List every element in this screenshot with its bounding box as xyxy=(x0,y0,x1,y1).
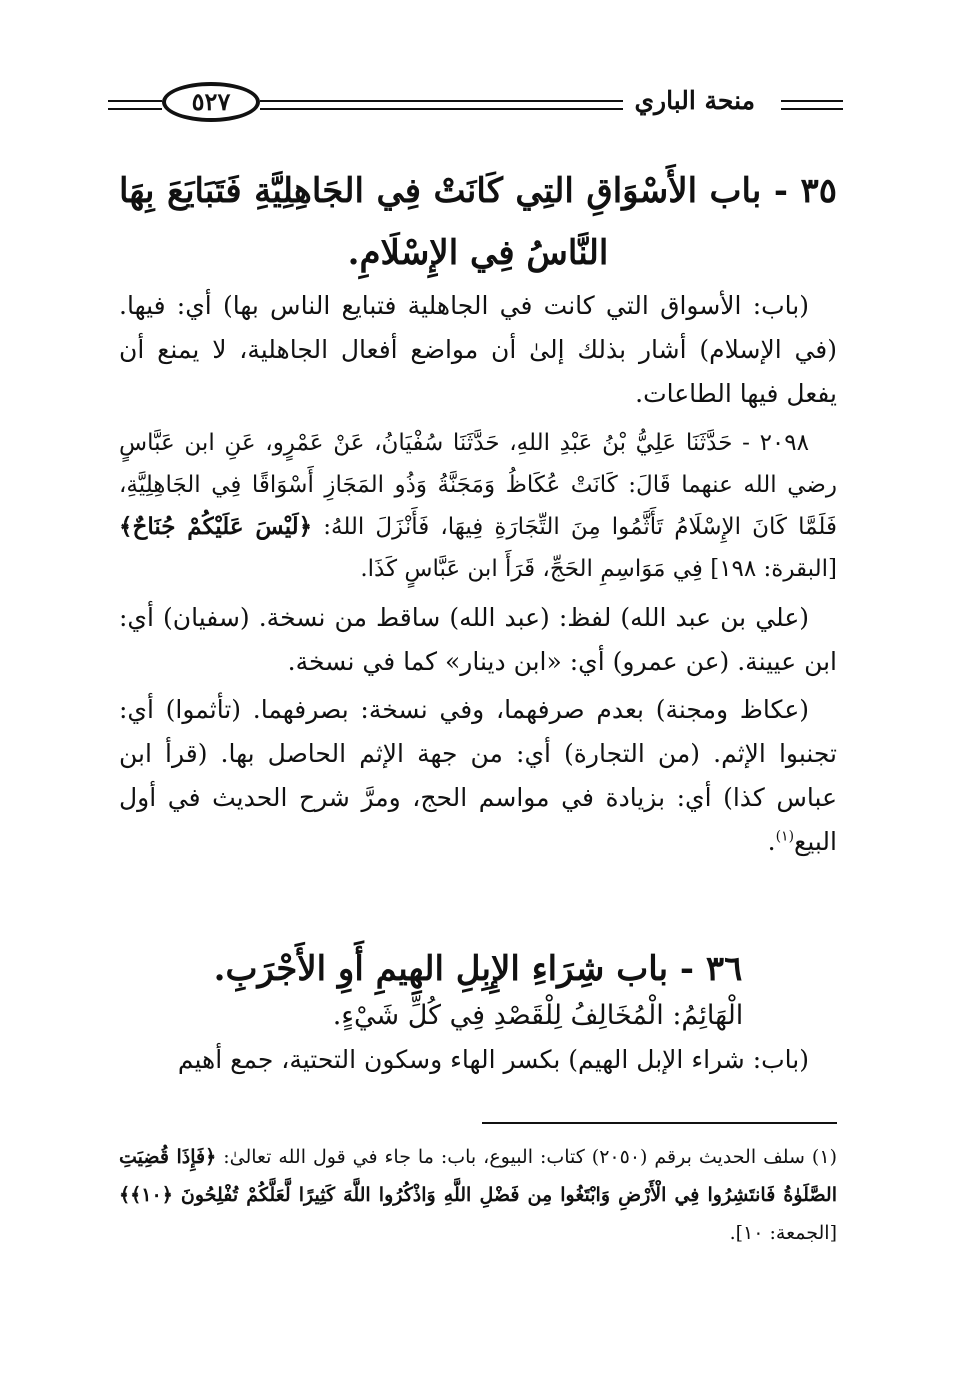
header-rule-middle xyxy=(260,100,623,110)
header-rule-left xyxy=(108,100,162,110)
footnote-reference[interactable]: (١) xyxy=(775,828,795,845)
quran-verse: ﴿لَيْسَ عَلَيْكُمْ جُنَاحٌ﴾ xyxy=(119,513,313,540)
chapter-title-36: ٣٦ - باب شِرَاءِ الإِبِلِ الهِيمِ أَوِ الأَجْرَبِ. xyxy=(213,949,743,989)
gloss-line: الْهَائِمُ: الْمُخَالِفُ لِلْقَصْدِ فِي كُلِّ شَيْءٍ. xyxy=(332,1000,744,1031)
hadith-text-part2: [البقرة: ١٩٨] فِي مَوَاسِمِ الحَجِّ، قَرَأَ ابن عَبَّاسٍ كَذَا. xyxy=(360,556,837,582)
section-36 xyxy=(119,944,837,1082)
footnote-quran-verse: ﴿فَإِذَا قُضِيَتِ الصَّلَوٰةُ فَانتَشِرُوا فِي الْأَرْضِ وَابْتَغُوا مِن فَضْلِ اللَّهِ وَاذْكُرُوا اللَّهَ كَثِيرًا لَّعَلَّكُمْ تُفْلِحُونَ ﴿١٠﴾﴾ xyxy=(119,1146,837,1206)
commentary-paragraph xyxy=(119,688,837,864)
commentary-paragraph: (علي بن عبد الله) لفظ: (عبد الله) ساقط من نسخة. (سفيان) أي: ابن عيينة. (عن عمرو) أي: «ابن دينار» كما في نسخة. xyxy=(119,603,837,676)
commentary-paragraph: (باب: شراء الإبل الهيم) بكسر الهاء وسكون التحتية، جمع أهيم xyxy=(177,1045,809,1074)
commentary-paragraph: (باب: الأسواق التي كانت في الجاهلية فتبايع الناس بها) أي: فيها. (في الإسلام) أشار بذلك إلىٰ أن مواضع أفعال الجاهلية، لا يمنع أن يفعل فيها الطاعات. xyxy=(119,291,838,408)
footnote-separator xyxy=(482,1122,837,1124)
commentary-end: . xyxy=(767,827,776,856)
section-35 xyxy=(119,160,837,864)
hadith-text xyxy=(119,422,837,590)
footnote-citation: [الجمعة: ١٠]. xyxy=(729,1222,837,1244)
commentary-text: (عكاظ ومجنة) بعدم صرفهما، وفي نسخة: بصرفهما. (تأثموا) أي: تجنبوا الإثم. (من التجارة) أي: من جهة الإثم الحاصل بها. (قرأ ابن عباس كذا) أي: بزيادة في مواسم الحج، ومرَّ شرح الحديث في أول البيع xyxy=(119,695,837,856)
chapter-title-35: ٣٥ - باب الأَسْوَاقِ التِي كَانَتْ فِي الجَاهِلِيَّةِ فَتَبَايَعَ بِهَا النَّاسُ فِي الإِسْلَامِ. xyxy=(119,171,837,273)
footnote xyxy=(119,1138,837,1252)
header-rule-right xyxy=(781,100,843,110)
hadith-text-part1: ٢٠٩٨ - حَدَّثَنَا عَلِيُّ بْنُ عَبْدِ اللهِ، حَدَّثَنَا سُفْيَانُ، عَنْ عَمْرٍو، عَنِ ابن عَبَّاسٍ رضي الله عنهما قَالَ: كَانَتْ عُكَاظُ وَمَجَنَّةُ وَذُو المَجَازِ أَسْوَاقًا فِي الجَاهِلِيَّةِ، فَلَمَّا كَانَ الإِسْلَامُ تَأَثَّمُوا مِنَ التِّجَارَةِ فِيهَا، فَأَنْزَلَ اللهُ: xyxy=(119,430,837,540)
page-number: ٥٢٧ xyxy=(162,82,260,122)
footnote-text: (١) سلف الحديث برقم (٢٠٥٠) كتاب: البيوع، باب: ما جاء في قول الله تعالىٰ: xyxy=(223,1146,837,1168)
running-title: منحة الباري xyxy=(634,86,755,115)
page-header xyxy=(108,82,843,132)
